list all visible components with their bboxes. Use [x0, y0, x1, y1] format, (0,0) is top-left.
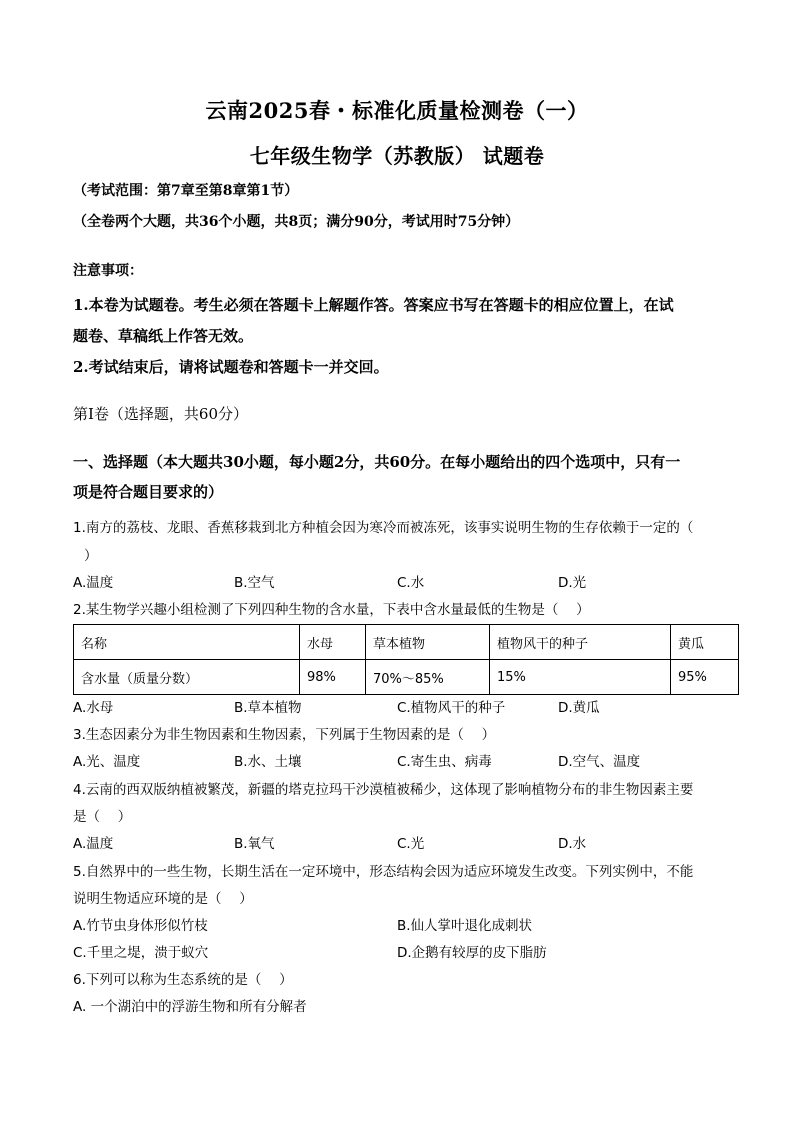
table-cell: 含水量（质量分数） [74, 660, 300, 695]
question-5-option-a: A.竹节虫身体形似竹枝 [73, 918, 208, 934]
table-cell: 98% [300, 660, 366, 695]
table-cell: 水母 [300, 625, 366, 660]
question-1-option-d: D.光 [558, 575, 587, 591]
water-content-table [73, 624, 739, 695]
question-4-option-b: B.氧气 [234, 836, 275, 852]
question-6-stem: 6.下列可以称为生态系统的是（ ） [73, 972, 293, 988]
table-header-row [74, 625, 739, 660]
question-4-option-c: C.光 [397, 836, 425, 852]
exam-subtitle: 七年级生物学（苏教版） 试题卷 [249, 144, 545, 168]
question-4-stem-cont: 是（ ） [73, 809, 132, 825]
exam-title: 云南2025春・标准化质量检测卷（一） [205, 98, 589, 123]
question-5-stem-cont: 说明生物适应环境的是（ ） [73, 891, 253, 907]
exam-scope: （考试范围：第7章至第8章第1节） [73, 183, 299, 199]
question-1-option-c: C.水 [397, 575, 425, 591]
table-cell: 名称 [74, 625, 300, 660]
question-1-stem: 1.南方的荔枝、龙眼、香蕉移栽到北方种植会因为寒冷而被冻死，该事实说明生物的生存依赖于一定的（ [73, 520, 694, 536]
question-2-stem: 2.某生物学兴趣小组检测了下列四种生物的含水量，下表中含水量最低的生物是（ ） [73, 602, 590, 618]
note-1-line-2: 题卷、草稿纸上作答无效。 [73, 327, 254, 345]
notes-heading: 注意事项： [73, 263, 143, 279]
table-cell: 植物风干的种子 [490, 625, 671, 660]
note-1-line-1: 1.本卷为试题卷。考生必须在答题卡上解题作答。答案应书写在答题卡的相应位置上，在试 [73, 296, 674, 314]
question-6-option-a: A. 一个湖泊中的浮游生物和所有分解者 [73, 999, 307, 1015]
question-1-option-b: B.空气 [234, 575, 275, 591]
section-instructions-line-2: 项是符合题目要求的） [73, 483, 224, 501]
question-5-stem: 5.自然界中的一些生物，长期生活在一定环境中，形态结构会因为适应环境发生改变。下列实例中，不能 [73, 864, 694, 880]
question-3-stem: 3.生态因素分为非生物因素和生物因素，下列属于生物因素的是（ ） [73, 727, 496, 743]
question-2-option-b: B.草本植物 [234, 700, 302, 716]
question-3-option-d: D.空气、温度 [558, 754, 641, 770]
question-3-option-a: A.光、温度 [73, 754, 141, 770]
note-2: 2.考试结束后，请将试题卷和答题卡一并交回。 [73, 358, 389, 376]
table-cell: 95% [671, 660, 739, 695]
question-5-option-c: C.千里之堤，溃于蚁穴 [73, 945, 209, 961]
question-2-option-a: A.水母 [73, 700, 114, 716]
question-2-option-c: C.植物风干的种子 [397, 700, 506, 716]
table-row [74, 660, 739, 695]
question-5-option-d: D.企鹅有较厚的皮下脂肪 [397, 945, 547, 961]
question-4-stem: 4.云南的西双版纳植被繁茂，新疆的塔克拉玛干沙漠植被稀少，这体现了影响植物分布的非生物因素主要 [73, 782, 694, 798]
section-instructions-line-1: 一、选择题（本大题共30小题，每小题2分，共60分。在每小题给出的四个选项中，只有一 [73, 453, 681, 471]
exam-info: （全卷两个大题，共36个小题，共8页；满分90分，考试用时75分钟） [73, 214, 520, 230]
table-cell: 70%～85% [366, 660, 490, 695]
table-cell: 草本植物 [366, 625, 490, 660]
question-1-stem-cont: ） [84, 548, 98, 564]
question-5-option-b: B.仙人掌叶退化成刺状 [397, 918, 533, 934]
table-cell: 15% [490, 660, 671, 695]
question-3-option-c: C.寄生虫、病毒 [397, 754, 492, 770]
question-4-option-d: D.水 [558, 836, 587, 852]
question-3-option-b: B.水、土壤 [234, 754, 302, 770]
table-cell: 黄瓜 [671, 625, 739, 660]
question-2-option-d: D.黄瓜 [558, 700, 600, 716]
question-1-option-a: A.温度 [73, 575, 114, 591]
part1-heading: 第Ⅰ卷（选择题，共60分） [73, 405, 249, 423]
question-4-option-a: A.温度 [73, 836, 114, 852]
